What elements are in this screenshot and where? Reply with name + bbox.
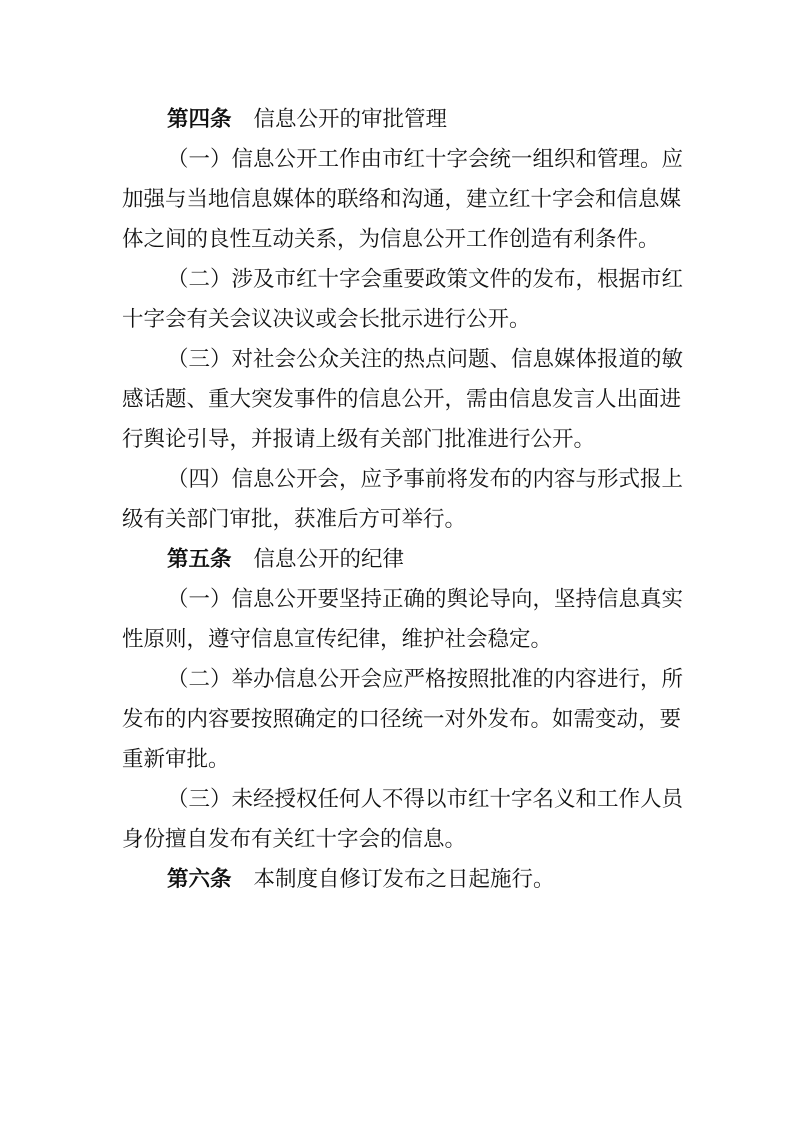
paragraph-line: 发布的内容要按照确定的口径统一对外发布。如需变动，要 bbox=[122, 707, 682, 732]
paragraph-line: （一）信息公开要坚持正确的舆论导向，坚持信息真实 bbox=[167, 587, 684, 612]
article-4-paragraph-4 bbox=[122, 460, 684, 540]
paragraph-line: 加强与当地信息媒体的联络和沟通，建立红十字会和信息媒 bbox=[122, 187, 682, 212]
paragraph-line: 十字会有关会议决议或会长批示进行公开。 bbox=[122, 307, 531, 332]
paragraph-line: （三）未经授权任何人不得以市红十字名义和工作人员 bbox=[167, 787, 684, 812]
article-4-paragraph-1 bbox=[122, 140, 684, 260]
article-5-heading bbox=[122, 540, 678, 580]
paragraph-line: （一）信息公开工作由市红十字会统一组织和管理。应 bbox=[167, 147, 684, 172]
paragraph-line: 感话题、重大突发事件的信息公开，需由信息发言人出面进 bbox=[122, 387, 682, 412]
article-4-heading bbox=[122, 100, 678, 140]
paragraph-line: 性原则，遵守信息宣传纪律，维护社会稳定。 bbox=[122, 627, 553, 652]
paragraph-line: （三）对社会公众关注的热点问题、信息媒体报道的敏 bbox=[167, 347, 684, 372]
article-5-number: 第五条 bbox=[167, 547, 232, 572]
article-6-number: 第六条 bbox=[167, 867, 232, 892]
article-6-title: 本制度自修订发布之日起施行。 bbox=[253, 867, 555, 892]
paragraph-line: 身份擅自发布有关红十字会的信息。 bbox=[122, 827, 467, 852]
paragraph-line: 体之间的良性互动关系，为信息公开工作创造有利条件。 bbox=[122, 227, 660, 252]
article-4-paragraph-2 bbox=[122, 260, 684, 340]
article-5-paragraph-3 bbox=[122, 780, 684, 860]
article-5-paragraph-2 bbox=[122, 660, 684, 780]
paragraph-line: （四）信息公开会，应予事前将发布的内容与形式报上 bbox=[167, 467, 684, 492]
article-6-heading bbox=[122, 860, 678, 900]
paragraph-line: 级有关部门审批，获准后方可举行。 bbox=[122, 507, 467, 532]
article-4-title: 信息公开的审批管理 bbox=[253, 107, 448, 132]
paragraph-line: （二）举办信息公开会应严格按照批准的内容进行，所 bbox=[167, 667, 684, 692]
paragraph-line: （二）涉及市红十字会重要政策文件的发布，根据市红 bbox=[167, 267, 684, 292]
article-5-title: 信息公开的纪律 bbox=[253, 547, 405, 572]
paragraph-line: 重新审批。 bbox=[122, 747, 230, 772]
article-5-paragraph-1 bbox=[122, 580, 684, 660]
article-4-number: 第四条 bbox=[167, 107, 232, 132]
document-body bbox=[122, 100, 684, 900]
paragraph-line: 行舆论引导，并报请上级有关部门批准进行公开。 bbox=[122, 427, 596, 452]
article-4-paragraph-3 bbox=[122, 340, 684, 460]
